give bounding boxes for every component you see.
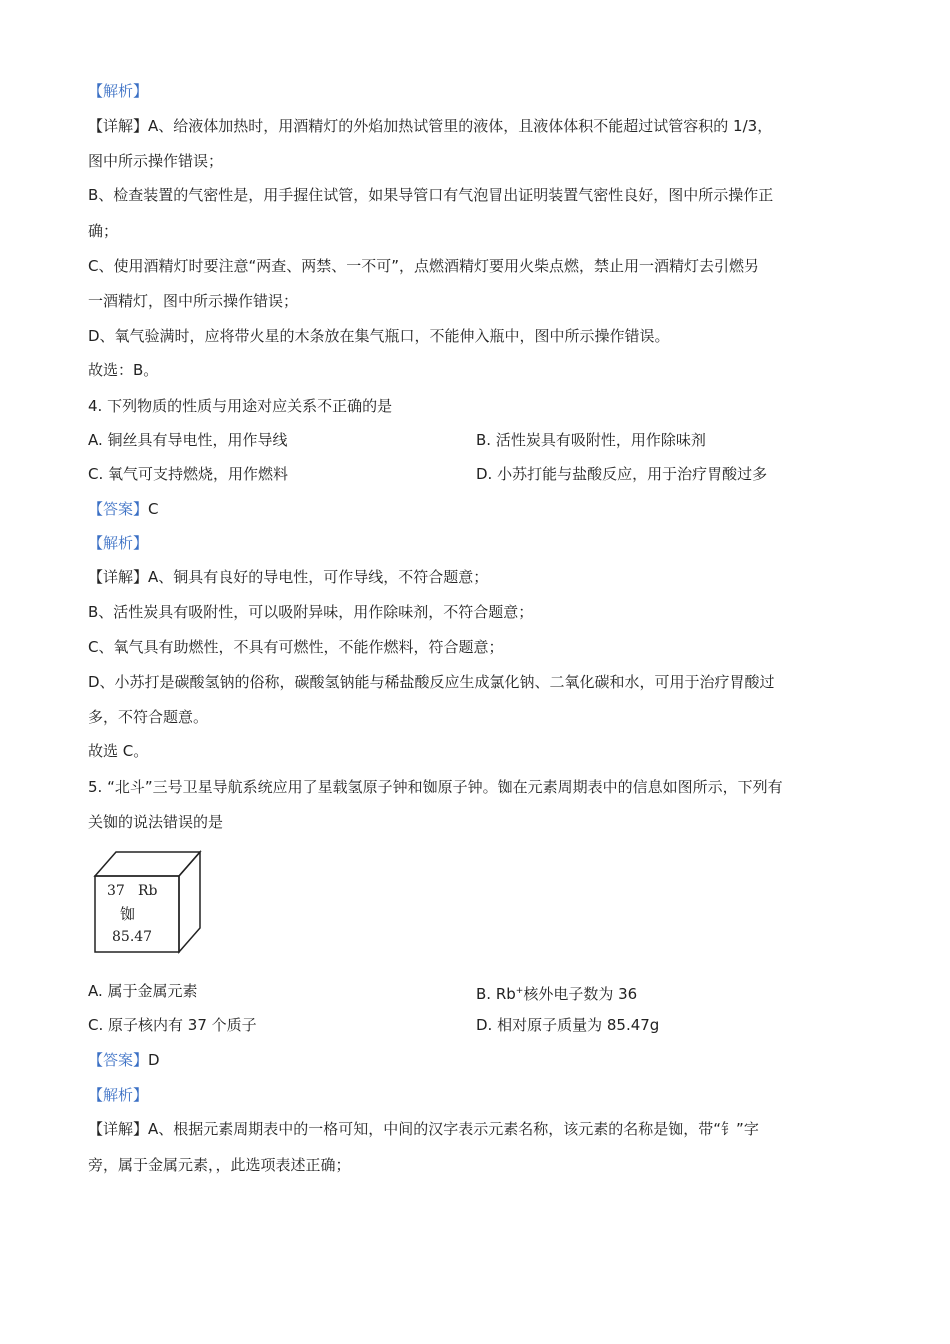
q4-detail-c: C、氧气具有助燃性，不具有可燃性，不能作燃料，符合题意； <box>88 638 504 656</box>
q5-detail-a-line2: 旁，属于金属元素，，此选项表述正确； <box>88 1156 351 1174</box>
q4-detail-tag: 【详解】 <box>88 568 149 586</box>
q4-analysis-tag: 【解析】 <box>88 534 149 552</box>
q3-detail-c-line2: 一酒精灯，图中所示操作错误； <box>88 292 299 310</box>
cube-top-face <box>95 852 200 876</box>
q3-detail-tag: 【详解】 <box>88 117 149 135</box>
q5-option-d: D. 相对原子质量为 85.47g <box>476 1016 660 1034</box>
q4-conclusion: 故选 C。 <box>88 742 149 760</box>
q5-answer-line <box>88 1050 160 1070</box>
q5-option-b-prefix: B. Rb <box>476 985 516 1003</box>
q3-analysis-tag: 【解析】 <box>88 82 149 100</box>
q5-answer: D <box>148 1051 160 1069</box>
q4-detail-d-line1: D、小苏打是碳酸氢钠的俗称，碳酸氢钠能与稀盐酸反应生成氯化钠、二氧化碳和水，可用于治疗胃酸过 <box>88 673 775 691</box>
q5-stem-line2: 关铷的说法错误的是 <box>88 813 224 831</box>
q5-option-b-charge: + <box>515 986 524 996</box>
q5-option-b <box>476 981 637 1004</box>
element-atomic-mass: 85.47 <box>112 929 153 945</box>
q5-option-c: C. 原子核内有 37 个质子 <box>88 1016 257 1034</box>
q3-detail-b-line1: B、检查装置的气密性是，用手握住试管，如果导管口有气泡冒出证明装置气密性良好，图中所示操作正 <box>88 186 774 204</box>
q4-option-b: B. 活性炭具有吸附性，用作除味剂 <box>476 431 706 449</box>
q4-option-c: C. 氧气可支持燃烧，用作燃料 <box>88 465 289 483</box>
q4-stem: 4. 下列物质的性质与用途对应关系不正确的是 <box>88 397 393 415</box>
q4-answer-tag: 【答案】 <box>88 500 149 518</box>
q3-detail-a-line2: 图中所示操作错误； <box>88 152 224 170</box>
q4-answer-line <box>88 499 159 519</box>
q4-detail-a-text: A、铜具有良好的导电性，可作导线，不符合题意； <box>148 568 489 586</box>
q5-detail-tag: 【详解】 <box>88 1120 149 1138</box>
q3-detail-a-text: A、给液体加热时，用酒精灯的外焰加热试管里的液体，且液体体积不能超过试管容积的 1/3， <box>148 117 773 135</box>
element-name: 铷 <box>120 905 136 923</box>
cube-side-face <box>179 852 200 952</box>
q4-detail-b: B、活性炭具有吸附性，可以吸附异味，用作除味剂，不符合题意； <box>88 603 534 621</box>
q5-detail-a-line1 <box>88 1119 759 1139</box>
q5-option-a: A. 属于金属元素 <box>88 982 198 1000</box>
q3-detail-d: D、氧气验满时，应将带火星的木条放在集气瓶口，不能伸入瓶中，图中所示操作错误。 <box>88 327 670 345</box>
q5-answer-tag: 【答案】 <box>88 1051 149 1069</box>
q3-detail-a-line1 <box>88 116 772 136</box>
q3-conclusion: 故选：B。 <box>88 361 159 379</box>
q5-analysis-tag: 【解析】 <box>88 1086 149 1104</box>
element-atomic-number: 37 <box>107 883 125 899</box>
q4-option-d: D. 小苏打能与盐酸反应，用于治疗胃酸过多 <box>476 465 768 483</box>
q4-answer: C <box>148 500 159 518</box>
element-symbol: Rb <box>138 883 158 899</box>
q4-detail-a-line <box>88 567 488 587</box>
q4-option-a: A. 铜丝具有导电性，用作导线 <box>88 431 288 449</box>
rubidium-element-cube <box>90 848 205 956</box>
q4-detail-d-line2: 多，不符合题意。 <box>88 708 209 726</box>
q5-detail-a-text: A、根据元素周期表中的一格可知，中间的汉字表示元素名称，该元素的名称是铷，带“钅”字 <box>148 1120 759 1138</box>
q3-detail-b-line2: 确； <box>88 222 119 240</box>
q5-stem-line1: 5. “北斗”三号卫星导航系统应用了星载氢原子钟和铷原子钟。铷在元素周期表中的信息如图所示，下列有 <box>88 778 783 796</box>
q3-detail-c-line1: C、使用酒精灯时要注意“两查、两禁、一不可”，点燃酒精灯要用火柴点燃，禁止用一酒精灯去引燃另 <box>88 257 760 275</box>
q5-option-b-suffix: 核外电子数为 36 <box>523 985 638 1003</box>
